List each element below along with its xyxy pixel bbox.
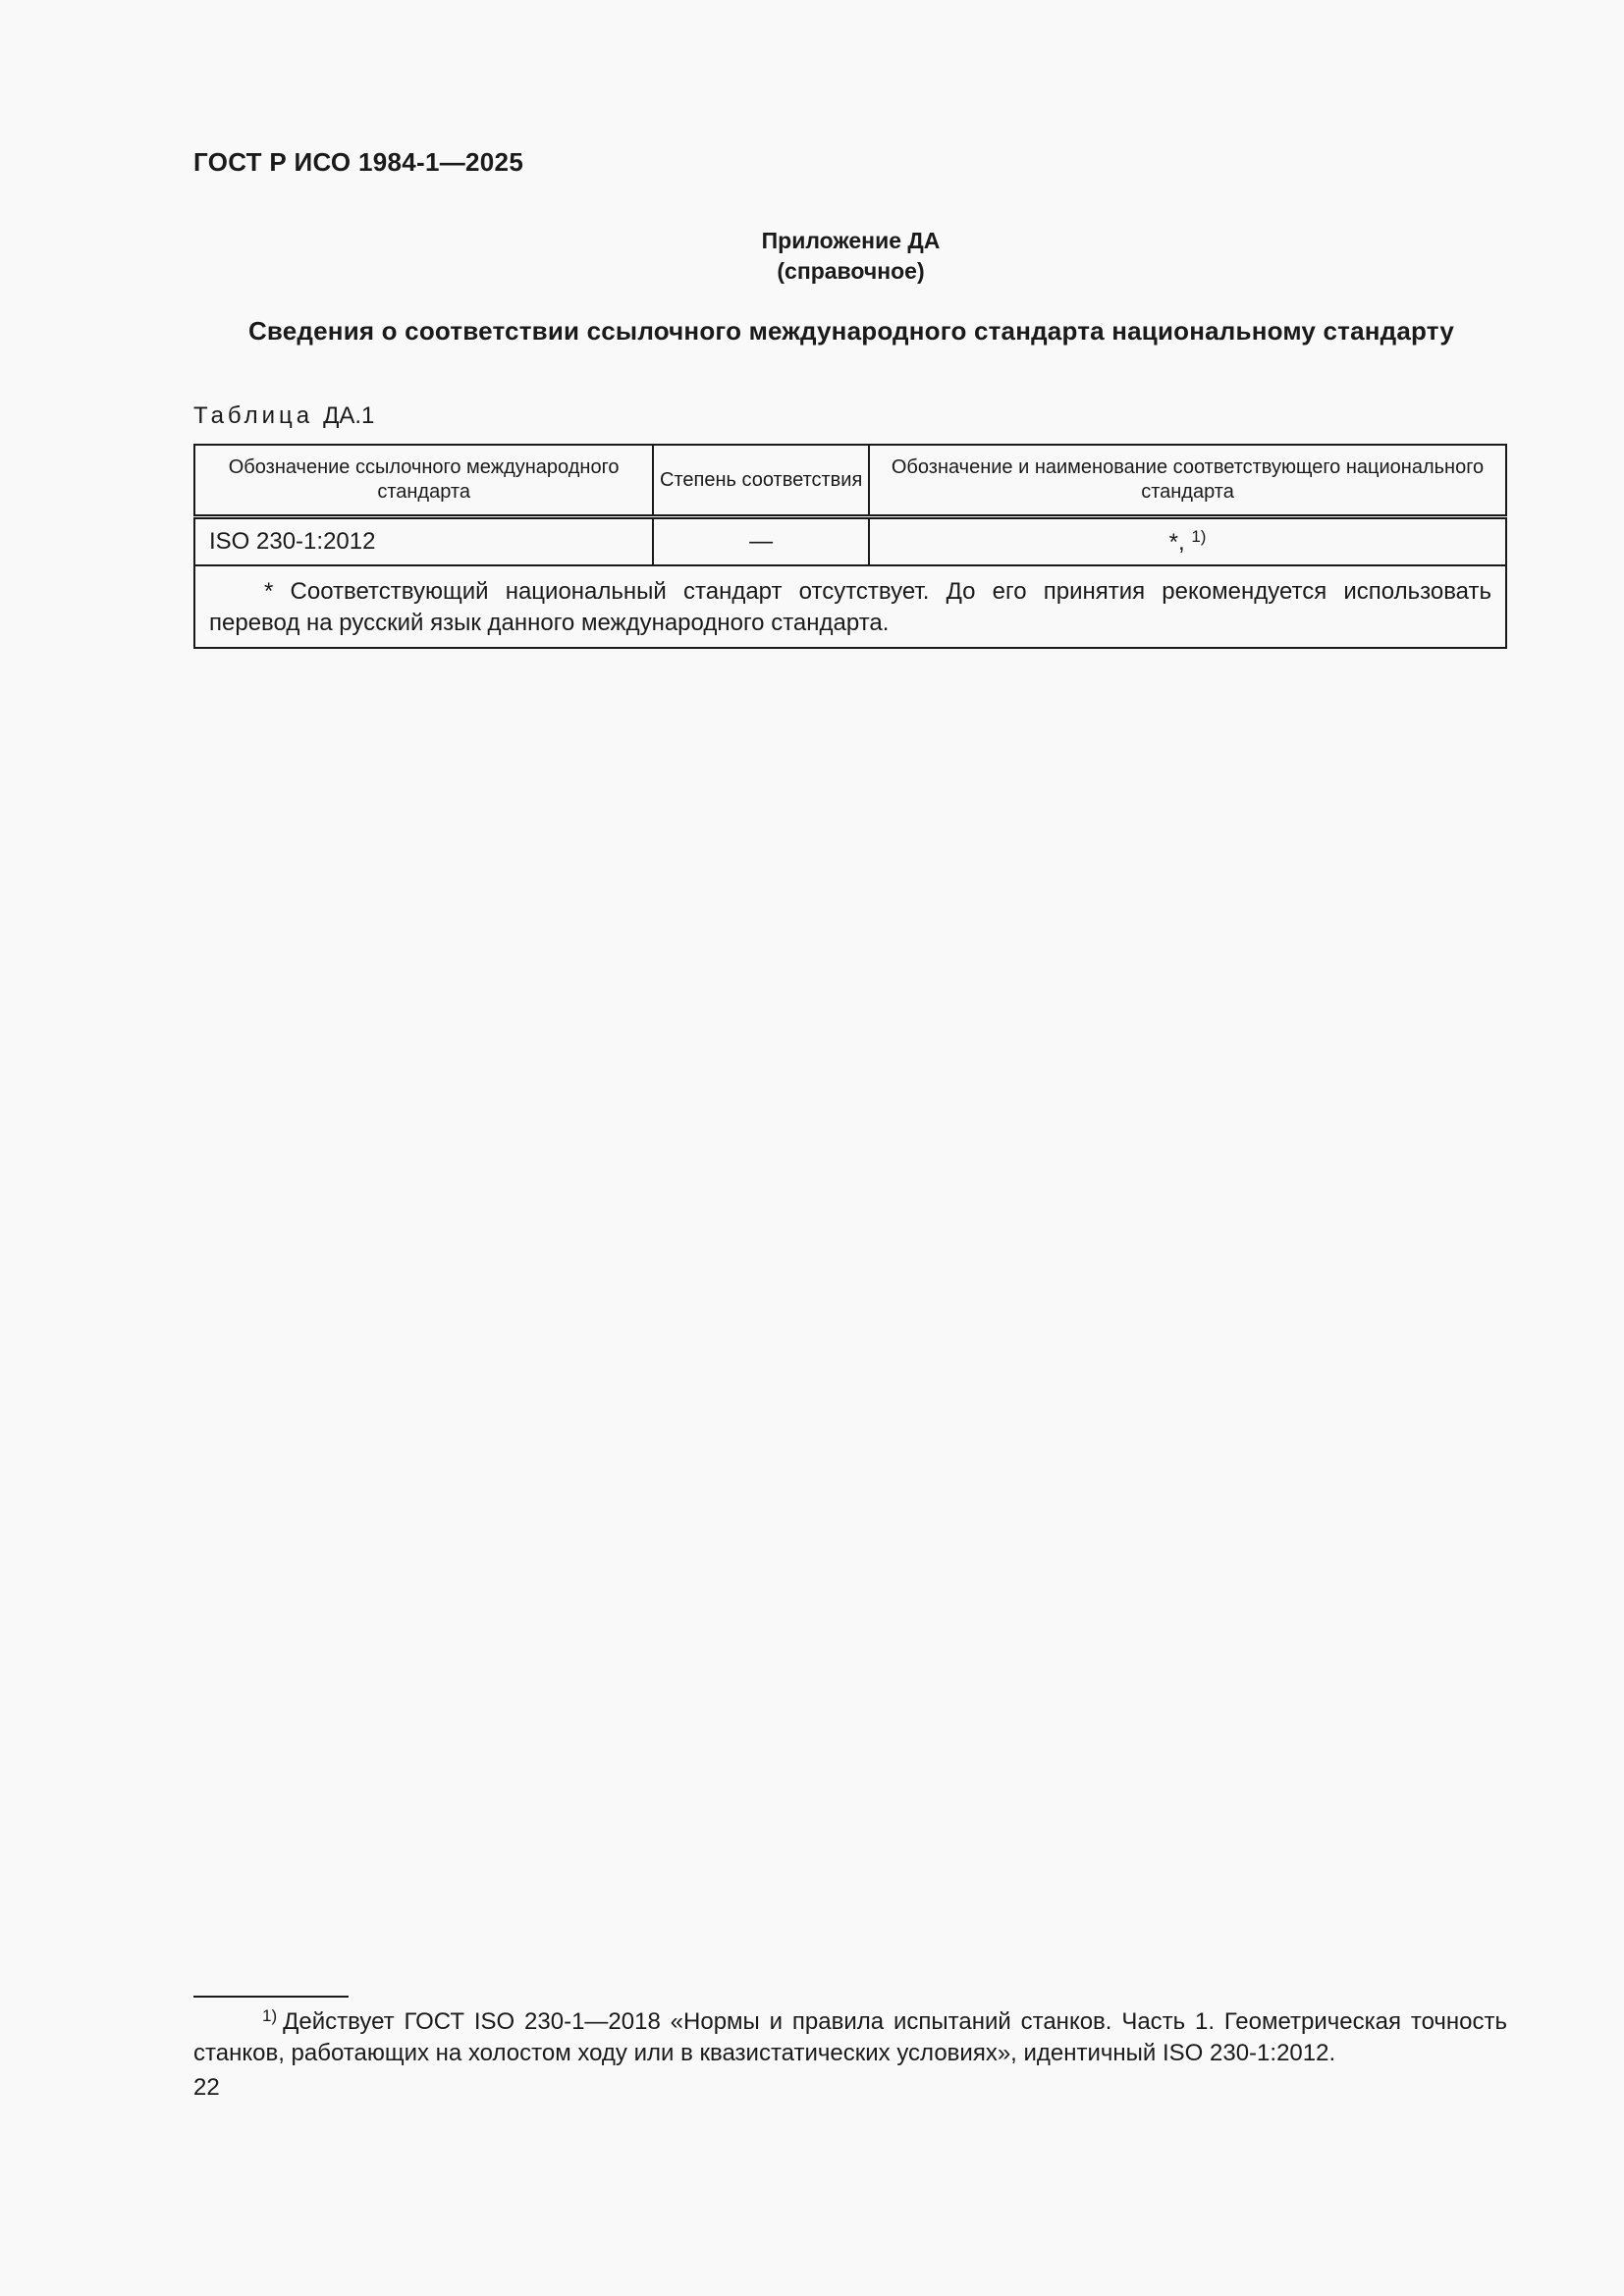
annex-heading	[0, 226, 1624, 287]
table-caption-word: Таблица	[193, 402, 314, 429]
section-title: Сведения о соответствии ссылочного международного стандарта национальному стандарту	[247, 316, 1455, 346]
page-number: 22	[193, 2074, 220, 2101]
table-header-row	[194, 445, 1506, 517]
cell-reference-standard: ISO 230-1:2012	[194, 517, 653, 566]
correspondence-table-wrapper	[193, 444, 1507, 649]
footnote-mark: 1)	[262, 2006, 278, 2025]
annex-title: Приложение ДА	[761, 228, 941, 253]
document-code-header: ГОСТ Р ИСО 1984-1—2025	[193, 147, 524, 177]
annex-kind: (справочное)	[777, 258, 925, 284]
footnote-reference: 1)	[1191, 527, 1207, 546]
table-caption-number: ДА.1	[323, 402, 375, 429]
footnote-text: Действует ГОСТ ISO 230-1—2018 «Нормы и правила испытаний станков. Часть 1. Геометрическая точность станков, работающих на холостом ходу или в квазистатических условиях», идентичный ISO 230-1:2012.	[193, 2008, 1507, 2066]
column-header-reference: Обозначение ссылочного международного стандарта	[194, 445, 653, 517]
footnote-divider	[193, 1996, 349, 1998]
national-standard-value: *,	[1168, 529, 1185, 556]
column-header-degree: Степень соответствия	[653, 445, 869, 517]
table-note: * Соответствующий национальный стандарт отсутствует. До его принятия рекомендуется использовать перевод на русский язык данного международного стандарта.	[194, 565, 1506, 648]
table-caption	[193, 402, 374, 430]
correspondence-table	[193, 444, 1507, 649]
cell-degree: —	[653, 517, 869, 566]
column-header-national: Обозначение и наименование соответствующего национального стандарта	[869, 445, 1506, 517]
cell-national-standard	[869, 517, 1506, 566]
footnote	[193, 2001, 1507, 2069]
table-row	[194, 517, 1506, 566]
table-note-row	[194, 565, 1506, 648]
